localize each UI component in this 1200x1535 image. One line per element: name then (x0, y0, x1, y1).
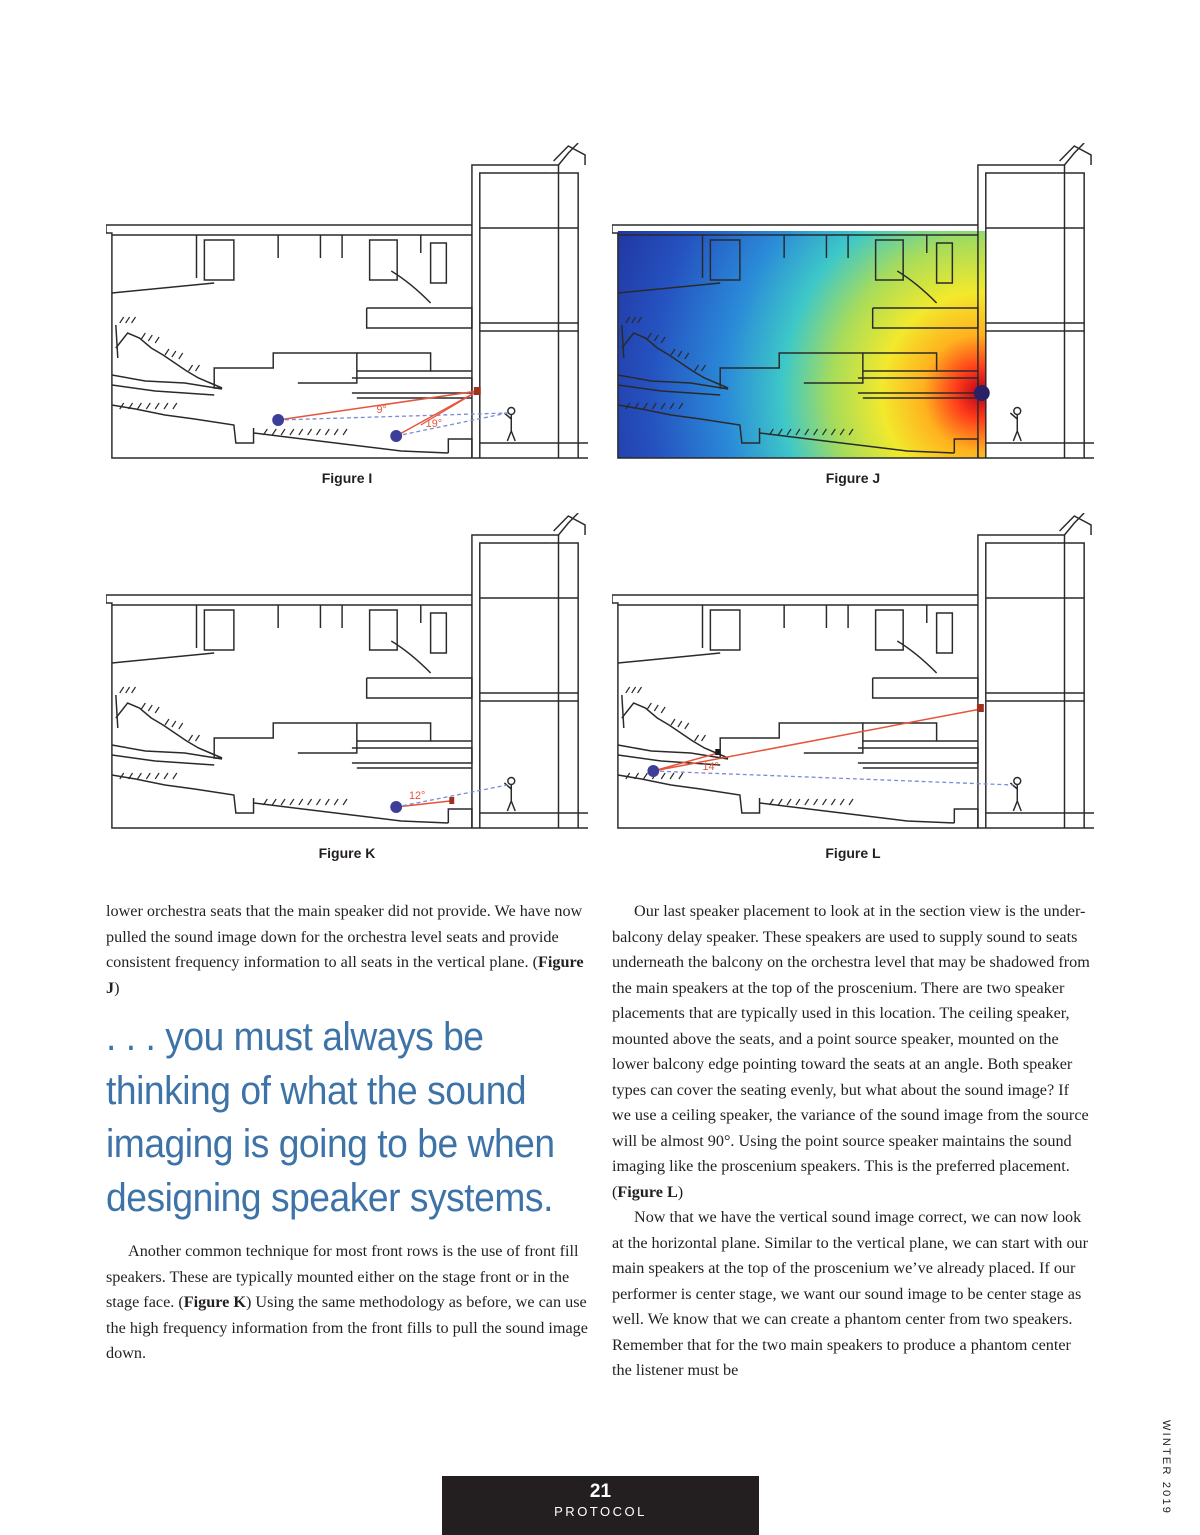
coverage-heatmap (618, 231, 986, 458)
angle-label: 9° (376, 403, 387, 417)
figure-caption: Figure J (825, 470, 881, 486)
angle-label: 12° (408, 789, 426, 803)
front-fill-speaker (449, 797, 454, 804)
figure-reference: Figure J (106, 953, 584, 997)
figure-k (106, 513, 588, 831)
figure-caption: Figure L (825, 845, 881, 861)
figure-reference: Figure L (617, 1182, 678, 1201)
paragraph: lower orchestra seats that the main speaker did not provide. We have now pulled the sound image down for the orchestra level seats and provide consistent frequency information to all seats in the vertical plane. (Figure J) (106, 902, 584, 997)
under-balcony-speaker (715, 749, 720, 755)
main-speaker (474, 387, 481, 395)
figure-l (612, 513, 1094, 831)
listener-marker (390, 430, 402, 442)
page-footer (442, 1476, 759, 1535)
paragraph: Another common technique for most front rows is the use of front fill speakers. These are typically mounted either on the stage front or in the stage face. (Figure K) Using the same methodology as before, we can use the high frequency information from the front fills to pull the sound image down. (106, 1242, 588, 1362)
right-column (612, 899, 1090, 1384)
paragraph: Our last speaker placement to look at in the section view is the under-balcony delay speaker. These speakers are used to supply sound to seats underneath the balcony on the orchestra level that may be shadowed from the main speakers at the top of the proscenium. There are two speaker placements that are typically used in this location. The ceiling speaker, mounted above the seats, and a point source speaker, mounted on the lower balcony edge pointing toward the seats at an angle. Both speaker types can cover the seating evenly, but what about the sound image? If we use a ceiling speaker, the variance of the sound image from the source will be almost 90°. Using the point source speaker maintains the sound imaging like the proscenium speakers. This is the preferred placement. (Figure L) (612, 902, 1090, 1201)
left-column (106, 899, 588, 1367)
figure-reference: Figure K (183, 1293, 246, 1311)
figure-l-rays (653, 709, 1013, 785)
publication-name: PROTOCOL (554, 1504, 647, 1519)
main-speaker (974, 385, 990, 401)
angle-label: 19° (425, 417, 443, 431)
pull-quote: . . . you must always be thinking of what the sound imaging is going to be when designing speaker systems. (106, 1015, 555, 1220)
listener-marker (272, 414, 284, 426)
issue-label: WINTER 2019 (1160, 1420, 1172, 1516)
listener-marker (647, 765, 659, 777)
figure-i (106, 143, 588, 461)
angle-label: 14° (702, 760, 719, 774)
listener-marker (390, 801, 402, 813)
paragraph: Now that we have the vertical sound image correct, we can now look at the horizontal plane. Similar to the vertical plane, we can start with our main speakers at the top of the proscenium we’ve already placed. If our performer is center stage, we want our sound image to be center stage as well. We know that we can create a phantom center from two speakers. Remember that for the two main speakers to produce a phantom center the listener must be (612, 1208, 1089, 1379)
figure-j (612, 143, 1094, 461)
page-number: 21 (589, 1481, 612, 1502)
figure-caption: Figure K (318, 845, 376, 861)
main-speaker (977, 704, 984, 712)
figure-caption: Figure I (321, 470, 373, 486)
